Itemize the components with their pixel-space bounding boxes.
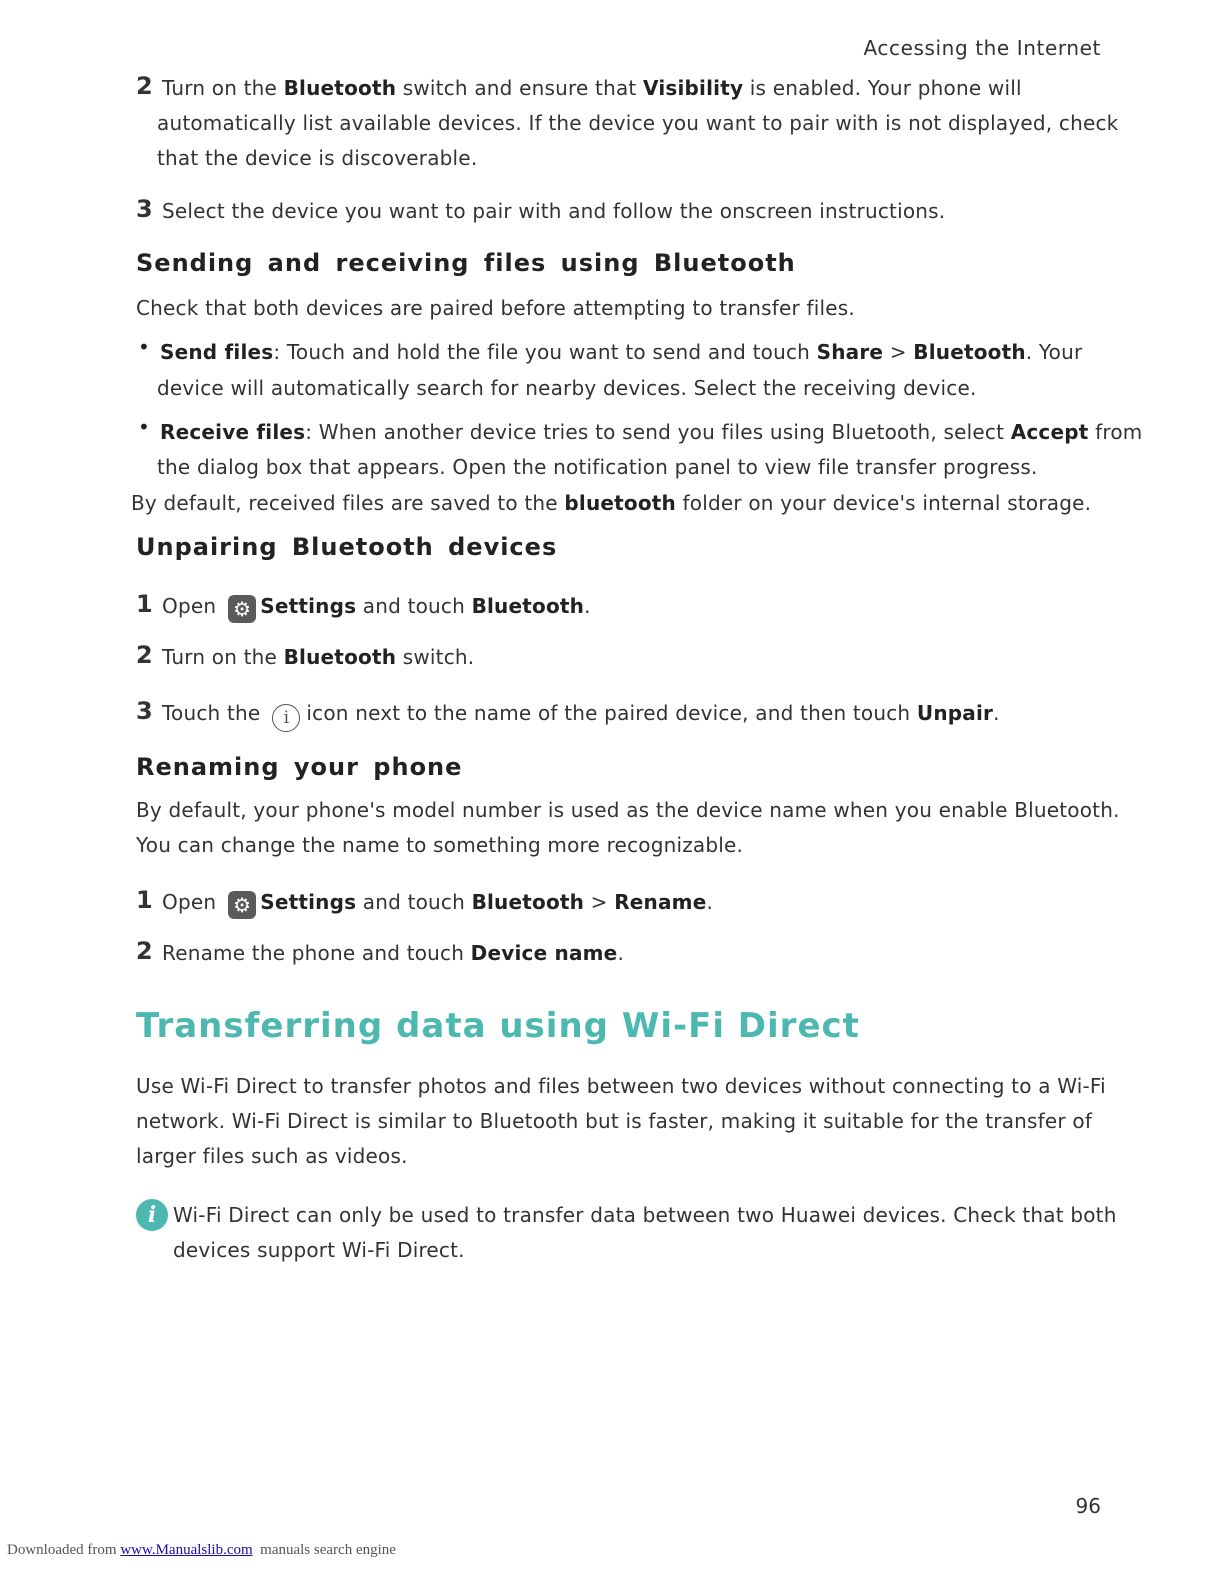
section-heading-renaming: Renaming your phone bbox=[136, 753, 463, 781]
text: Open bbox=[162, 890, 217, 914]
note-text-line: devices support Wi-Fi Direct. bbox=[173, 1238, 465, 1262]
bold-term: Bluetooth bbox=[471, 890, 585, 914]
step-number: 1 bbox=[136, 886, 153, 914]
separator: > bbox=[883, 340, 914, 364]
bold-term: Receive files bbox=[160, 420, 306, 444]
default-storage-note bbox=[131, 486, 1091, 521]
text: : When another device tries to send you files using Bluetooth, select bbox=[305, 420, 1011, 444]
manualslib-link[interactable]: www.Manualslib.com bbox=[120, 1542, 253, 1558]
step-text-line bbox=[162, 885, 713, 920]
text: switch and ensure that bbox=[396, 76, 643, 100]
text: Touch the bbox=[162, 701, 261, 725]
text: and touch bbox=[356, 594, 472, 618]
download-footer bbox=[7, 1542, 396, 1559]
text: from bbox=[1088, 420, 1143, 444]
section-heading-unpairing: Unpairing Bluetooth devices bbox=[136, 533, 558, 561]
text: : Touch and hold the file you want to send and touch bbox=[273, 340, 817, 364]
text: is enabled. Your phone will bbox=[743, 76, 1022, 100]
step-text-line bbox=[162, 589, 591, 624]
text: switch. bbox=[396, 645, 475, 669]
text: . bbox=[993, 701, 1000, 725]
renaming-paragraph-line: By default, your phone's model number is used as the device name when you enable Bluetooth. bbox=[136, 798, 1120, 822]
bullet-text-line: device will automatically search for nearby devices. Select the receiving device. bbox=[157, 376, 977, 400]
step-text-line: automatically list available devices. If the device you want to pair with is not displayed, check bbox=[157, 111, 1119, 135]
wifi-paragraph-line: larger files such as videos. bbox=[136, 1144, 408, 1168]
bold-term: Bluetooth bbox=[283, 76, 397, 100]
text: . bbox=[584, 594, 591, 618]
page-number: 96 bbox=[1075, 1494, 1101, 1518]
bullet-text-line: the dialog box that appears. Open the notification panel to view file transfer progress. bbox=[157, 455, 1038, 479]
section-heading-sending: Sending and receiving files using Bluetooth bbox=[136, 249, 796, 277]
bold-term: Settings bbox=[260, 594, 357, 618]
bold-term: Visibility bbox=[643, 76, 744, 100]
step-text-line: Select the device you want to pair with and follow the onscreen instructions. bbox=[162, 199, 946, 223]
step-number: 2 bbox=[136, 937, 153, 965]
section-title-wifi-direct: Transferring data using Wi-Fi Direct bbox=[136, 1006, 860, 1046]
sending-intro: Check that both devices are paired before attempting to transfer files. bbox=[136, 296, 855, 320]
step-text-line bbox=[162, 71, 1022, 106]
text: Rename the phone and touch bbox=[162, 941, 471, 965]
text: Turn on the bbox=[162, 645, 284, 669]
text: icon next to the name of the paired device, and then touch bbox=[306, 701, 917, 725]
step-number: 2 bbox=[136, 641, 153, 669]
settings-gear-icon: ⚙ bbox=[228, 595, 256, 623]
bold-term: Bluetooth bbox=[283, 645, 397, 669]
bullet-glyph: • bbox=[138, 415, 150, 439]
text: . Your bbox=[1025, 340, 1083, 364]
text: . bbox=[617, 941, 625, 965]
info-icon: i bbox=[272, 704, 300, 732]
note-info-icon: i bbox=[136, 1199, 168, 1231]
bold-term: Settings bbox=[260, 890, 357, 914]
text: By default, received files are saved to the bbox=[131, 491, 565, 515]
bullet-text-line bbox=[160, 415, 1142, 450]
bold-term: Bluetooth bbox=[471, 594, 585, 618]
step-text-line bbox=[162, 640, 474, 675]
step-text-line bbox=[162, 936, 624, 971]
text: and touch bbox=[356, 890, 472, 914]
wifi-paragraph-line: network. Wi-Fi Direct is similar to Bluetooth but is faster, making it suitable for the transfer of bbox=[136, 1109, 1093, 1133]
step-number: 1 bbox=[136, 590, 153, 618]
separator: > bbox=[584, 890, 615, 914]
renaming-paragraph-line: You can change the name to something more recognizable. bbox=[136, 833, 744, 857]
footer-text: Downloaded from bbox=[7, 1542, 121, 1558]
text: Open bbox=[162, 594, 217, 618]
bold-term: Bluetooth bbox=[913, 340, 1026, 364]
step-text-line: that the device is discoverable. bbox=[157, 146, 478, 170]
step-text-line bbox=[162, 696, 1000, 732]
bold-term: Rename bbox=[614, 890, 707, 914]
step-number: 2 bbox=[136, 72, 153, 100]
text: folder on your device's internal storage. bbox=[676, 491, 1092, 515]
bullet-glyph: • bbox=[138, 335, 150, 359]
bold-term: Share bbox=[816, 340, 884, 364]
wifi-paragraph-line: Use Wi-Fi Direct to transfer photos and files between two devices without connecting to a Wi-Fi bbox=[136, 1074, 1106, 1098]
settings-gear-icon: ⚙ bbox=[228, 891, 256, 919]
bold-term: Unpair bbox=[916, 701, 994, 725]
bold-term: Accept bbox=[1010, 420, 1089, 444]
text: Turn on the bbox=[162, 76, 284, 100]
text: . bbox=[706, 890, 714, 914]
bold-term: Send files bbox=[160, 340, 274, 364]
bullet-text-line bbox=[160, 335, 1082, 370]
step-number: 3 bbox=[136, 697, 153, 725]
bold-term: bluetooth bbox=[564, 491, 676, 515]
note-text-line: Wi-Fi Direct can only be used to transfer data between two Huawei devices. Check that both bbox=[173, 1203, 1117, 1227]
chapter-header: Accessing the Internet bbox=[863, 36, 1101, 60]
footer-text: manuals search engine bbox=[252, 1542, 396, 1558]
step-number: 3 bbox=[136, 195, 153, 223]
bold-term: Device name bbox=[470, 941, 618, 965]
